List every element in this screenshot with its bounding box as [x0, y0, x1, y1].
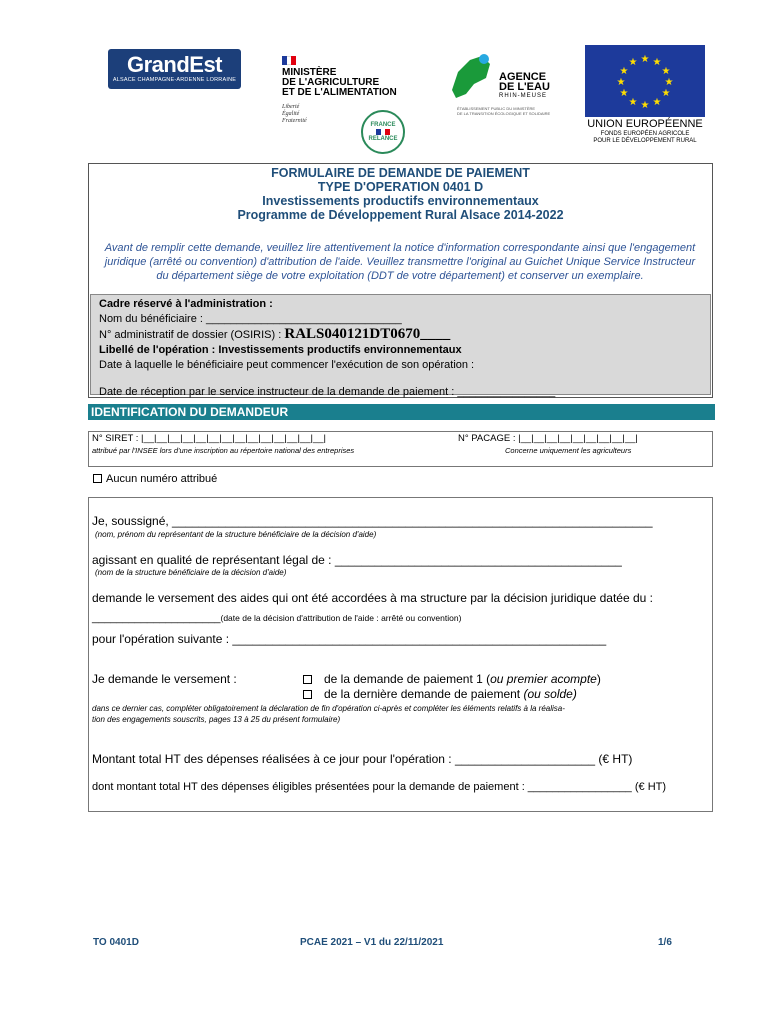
soussigne-field[interactable]: Je, soussigné, ________________________________________________________________________ [92, 514, 653, 528]
eu-flag-icon [585, 45, 705, 117]
option1-text: de la demande de paiement 1 ( [324, 672, 491, 686]
solde-checkbox[interactable] [303, 690, 312, 699]
agence-line-1: AGENCE [499, 71, 547, 83]
footer-center: PCAE 2021 – V1 du 22/11/2021 [300, 937, 444, 948]
eu-sub-1: FONDS EUROPÉEN AGRICOLE [600, 131, 690, 137]
osiris-value: RALS040121DT0670____ [284, 326, 451, 342]
option1-em: ou premier acompte [490, 672, 597, 686]
admin-title: Cadre réservé à l'administration : [99, 298, 273, 310]
montant-eligible-field[interactable]: dont montant total HT des dépenses éligibles présentées pour la demande de paiement : _________________ (€ HT) [92, 781, 667, 793]
option-premier-acompte[interactable] [303, 672, 601, 686]
date-decision-hint: (date de la décision d'attribution de l'aide : arrêté ou convention) [220, 613, 462, 623]
france-relance-logo [361, 110, 405, 154]
pacage-hint: Concerne uniquement les agriculteurs [505, 446, 632, 455]
section-title: IDENTIFICATION DU DEMANDEUR [88, 404, 715, 420]
date-decision[interactable] [92, 608, 461, 626]
grand-est-title: GrandEst [126, 52, 223, 77]
ministere-line-1: MINISTÈRE [282, 67, 337, 78]
svg-text:★: ★ [628, 57, 638, 68]
admin-beneficiaire[interactable]: Nom du bénéficiaire : ________________________________ [99, 313, 402, 325]
svg-text:★: ★ [619, 66, 629, 77]
option2-em: (ou solde) [523, 687, 577, 701]
eu-sub-2: POUR LE DÉVELOPPEMENT RURAL [593, 138, 697, 144]
svg-text:★: ★ [661, 88, 671, 99]
versement-label: Je demande le versement : [92, 672, 237, 686]
montant-total-field[interactable]: Montant total HT des dépenses réalisées à ce jour pour l'opération : _____________________ (€ HT) [92, 752, 633, 766]
option1-close: ) [596, 672, 601, 686]
ministere-line-2: DE L'AGRICULTURE [282, 77, 380, 88]
ministere-logo [282, 56, 422, 125]
title-line-3: Investissements productifs environnementaux [262, 194, 539, 208]
libelle-operation: Libellé de l'opération : Investissements productifs environnementaux [99, 344, 462, 356]
operation-field[interactable]: pour l'opération suivante : ________________________________________________________ [92, 632, 607, 646]
date-decision-line: _____________________ [92, 612, 221, 624]
page-number: 1/6 [658, 937, 672, 948]
date-debut: Date à laquelle le bénéficiaire peut commencer l'exécution de son opération : [99, 359, 475, 371]
pacage-field[interactable]: N° PACAGE : |__|__|__|__|__|__|__|__|__| [458, 433, 638, 444]
svg-text:★: ★ [640, 54, 650, 65]
footer-left: TO 0401D [93, 937, 139, 948]
svg-text:★: ★ [664, 77, 674, 88]
svg-text:★: ★ [628, 97, 638, 108]
aucun-label: Aucun numéro attribué [106, 473, 218, 485]
option2-text: de la dernière demande de paiement [324, 687, 524, 701]
motto-fraternite: Fraternité [282, 118, 307, 124]
svg-text:★: ★ [652, 57, 662, 68]
aucun-numero[interactable] [93, 473, 217, 485]
relance-flag-icon [376, 129, 390, 135]
eu-caption [585, 118, 705, 145]
ministere-line-3: ET DE L'ALIMENTATION [282, 87, 397, 98]
option-solde[interactable] [303, 687, 577, 701]
grand-est-logo [108, 49, 241, 89]
eu-stars-icon [585, 45, 705, 117]
title-line-2: TYPE D'OPERATION 0401 D [317, 180, 484, 194]
agence-region: RHIN-MEUSE [499, 93, 548, 99]
agence-map-icon [444, 50, 496, 105]
title-line-4: Programme de Développement Rural Alsace 2014-2022 [237, 208, 564, 222]
motto-liberte: Liberté [282, 104, 300, 110]
qualite-hint: (nom de la structure bénéficiaire de la décision d'aide) [95, 568, 287, 577]
relance-line-2: RELANCE [368, 136, 398, 142]
siret-field[interactable]: N° SIRET : |__|__|__|__|__|__|__|__|__|__|__|__|__|__| [92, 433, 326, 444]
svg-text:★: ★ [640, 100, 650, 111]
title-line-1: FORMULAIRE DE DEMANDE DE PAIEMENT [271, 166, 530, 180]
demande-text: demande le versement des aides qui ont été accordées à ma structure par la décision juridique datée du : [92, 591, 653, 605]
svg-text:★: ★ [619, 88, 629, 99]
aucun-checkbox[interactable] [93, 474, 102, 483]
qualite-field[interactable]: agissant en qualité de représentant légal de : ___________________________________________ [92, 553, 622, 567]
agence-line-2: DE L'EAU [499, 81, 550, 93]
svg-text:★: ★ [652, 97, 662, 108]
date-reception[interactable]: Date de réception par le service instructeur de la demande de paiement : ________________ [99, 386, 556, 398]
agence-small-1: ÉTABLISSEMENT PUBLIC DU MINISTÈRE [457, 106, 536, 111]
agence-eau-logo [444, 50, 564, 120]
french-flag-icon [282, 56, 296, 65]
solde-note-2: tion des engagements souscrits, pages 13 à 25 du présent formulaire) [92, 715, 341, 724]
eu-title: UNION EUROPÉENNE [587, 118, 703, 130]
motto-egalite: Égalité [282, 111, 300, 117]
solde-note-1: dans ce dernier cas, compléter obligatoirement la déclaration de fin d'opération ci-après et compléter les éléments relatifs à la réalisa- [92, 704, 565, 713]
agence-small-2: DE LA TRANSITION ÉCOLOGIQUE ET SOLIDAIRE [457, 111, 551, 116]
svg-text:★: ★ [661, 66, 671, 77]
notice-text: Avant de remplir cette demande, veuillez lire attentivement la notice d'information correspondante ainsi que l'engagement juridique (arrêté ou convention) d'attribution de l'aide. Veuillez transmettre l'original au Guichet Unique Service Instructeur du département siège de votre exploitation (DDT de votre département) et conserver un exemplaire. [104, 242, 696, 282]
form-title [88, 166, 713, 222]
siret-hint: attribué par l'INSEE lors d'une inscription au répertoire national des entreprises [92, 446, 355, 455]
relance-line-1: FRANCE [370, 122, 396, 128]
admin-box [90, 294, 711, 398]
svg-text:★: ★ [616, 77, 626, 88]
premier-acompte-checkbox[interactable] [303, 675, 312, 684]
osiris-label: N° administratif de dossier (OSIRIS) : [99, 329, 282, 341]
soussigne-hint: (nom, prénom du représentant de la structure bénéficiaire de la décision d'aide) [95, 530, 377, 539]
grand-est-subtitle: ALSACE CHAMPAGNE-ARDENNE LORRAINE [112, 77, 237, 83]
